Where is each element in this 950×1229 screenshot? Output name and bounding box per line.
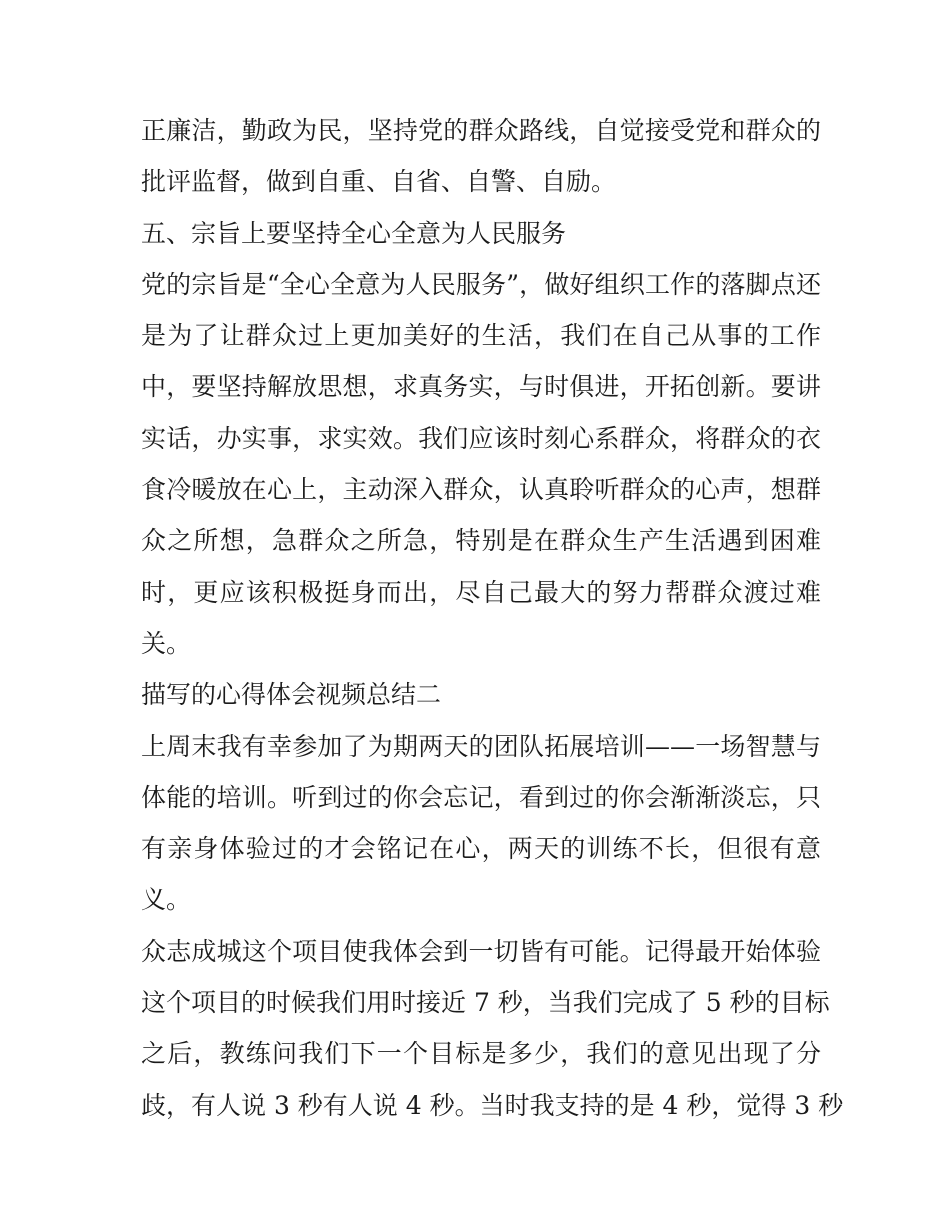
text-line: 歧，有人说 3 秒有人说 4 秒。当时我支持的是 4 秒，觉得 3 秒 [141,1090,844,1120]
text-line: 描写的心得体会视频总结二 [141,680,442,710]
text-line: 众志成城这个项目使我体会到一切皆有可能。记得最开始体验 [141,936,821,966]
text-line: 这个项目的时候我们用时接近 7 秒，当我们完成了 5 秒的目标 [141,988,830,1018]
text-line: 有亲身体验过的才会铭记在心，两天的训练不长，但很有意 [141,834,821,864]
text-line: 批评监督，做到自重、自省、自警、自励。 [141,167,617,197]
text-line: 之后，教练问我们下一个目标是多少，我们的意见出现了分 [141,1039,821,1069]
text-line: 实话，办实事，求实效。我们应该时刻心系群众，将群众的衣 [141,423,821,453]
text-line: 中，要坚持解放思想，求真务实，与时俱进，开拓创新。要讲 [141,372,821,402]
text-line: 义。 [141,885,192,915]
body-text [141,105,844,1131]
text-line: 食冷暖放在心上，主动深入群众，认真聆听群众的心声，想群 [141,475,821,505]
text-line: 时，更应该积极挺身而出，尽自己最大的努力帮群众渡过难 [141,577,821,607]
text-line: 是为了让群众过上更加美好的生活，我们在自己从事的工作 [141,321,821,351]
text-line: 正廉洁，勤政为民，坚持党的群众路线，自觉接受党和群众的 [141,116,821,145]
text-line: 五、宗旨上要坚持全心全意为人民服务 [141,218,567,248]
text-line: 体能的培训。听到过的你会忘记，看到过的你会渐渐淡忘，只 [141,782,821,812]
text-line: 上周末我有幸参加了为期两天的团队拓展培训——一场智慧与 [141,731,821,761]
text-line: 关。 [141,628,192,658]
text-line: 众之所想，急群众之所急，特别是在群众生产生活遇到困难 [141,526,821,556]
text-line: 党的宗旨是“全心全意为人民服务”，做好组织工作的落脚点还 [141,269,821,299]
